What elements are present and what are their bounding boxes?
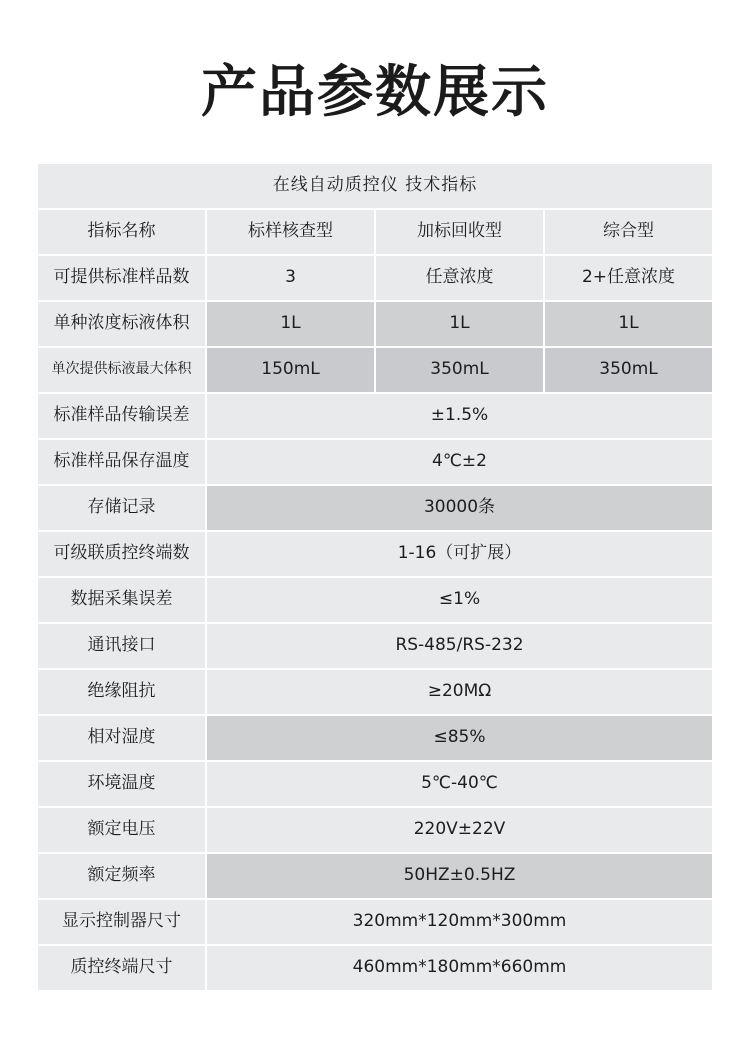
- row-header: [38, 716, 205, 760]
- row-value: [207, 256, 374, 300]
- row-header-text: 相对湿度: [87, 727, 156, 748]
- row-header-text: 标准样品传输误差: [53, 405, 190, 426]
- row-value-text: 4℃±2: [432, 451, 487, 472]
- row-header-text: 存储记录: [87, 497, 156, 518]
- row-header-text: 通讯接口: [87, 635, 156, 656]
- row-header: [38, 532, 205, 576]
- table-row: [38, 900, 712, 944]
- row-value: [207, 348, 374, 392]
- colhead-indicator-name-text: 指标名称: [87, 221, 156, 242]
- table-row: [38, 808, 712, 852]
- row-header: [38, 440, 205, 484]
- row-header-text: 数据采集误差: [70, 589, 173, 610]
- colhead-comprehensive-type: [545, 210, 712, 254]
- row-header-text: 额定频率: [87, 865, 156, 886]
- row-value: [207, 302, 374, 346]
- page-title: 产品参数展示: [201, 60, 549, 125]
- row-value-merged: [207, 624, 712, 668]
- row-value-merged: [207, 394, 712, 438]
- row-header-text: 质控终端尺寸: [70, 957, 173, 978]
- row-value-merged: [207, 854, 712, 898]
- row-value-text: 1L: [280, 313, 301, 334]
- row-value-text: 460mm*180mm*660mm: [352, 957, 567, 978]
- table-row: [38, 578, 712, 622]
- row-header-text: 标准样品保存温度: [53, 451, 190, 472]
- row-value-text: 320mm*120mm*300mm: [352, 911, 567, 932]
- bottom-spacer: [0, 1026, 750, 1048]
- row-value-merged: [207, 716, 712, 760]
- table-column-header-row: [38, 210, 712, 254]
- table-row: [38, 716, 712, 760]
- row-value-text: 1L: [449, 313, 470, 334]
- row-value-text: ±1.5%: [430, 405, 489, 426]
- row-value-text: ≤85%: [433, 727, 486, 748]
- row-value-text: 150mL: [261, 359, 320, 380]
- row-value-merged: [207, 532, 712, 576]
- table-row: [38, 946, 712, 990]
- row-value-text: ≤1%: [438, 589, 481, 610]
- colhead-spike-recovery-type: [376, 210, 543, 254]
- row-header: [38, 762, 205, 806]
- row-header-text: 单次提供标液最大体积: [51, 361, 192, 378]
- colhead-standard-check-type-text: 标样核查型: [248, 221, 333, 242]
- table-row: [38, 486, 712, 530]
- row-header: [38, 946, 205, 990]
- row-value-text: 50HZ±0.5HZ: [403, 865, 516, 886]
- row-value-merged: [207, 900, 712, 944]
- row-value-merged: [207, 808, 712, 852]
- row-header-text: 可提供标准样品数: [53, 267, 190, 288]
- row-value: [376, 256, 543, 300]
- table-row: [38, 624, 712, 668]
- row-value-text: 任意浓度: [425, 267, 494, 288]
- row-value-text: 30000条: [423, 497, 496, 518]
- row-header: [38, 348, 205, 392]
- row-value: [376, 302, 543, 346]
- row-header: [38, 854, 205, 898]
- row-value-merged: [207, 762, 712, 806]
- row-header: [38, 486, 205, 530]
- colhead-spike-recovery-type-text: 加标回收型: [417, 221, 502, 242]
- row-header-text: 额定电压: [87, 819, 156, 840]
- row-value: [545, 256, 712, 300]
- row-header: [38, 302, 205, 346]
- row-value-merged: [207, 486, 712, 530]
- row-value-text: 1-16（可扩展）: [397, 543, 522, 564]
- row-value-text: ≥20MΩ: [427, 681, 492, 702]
- row-header-text: 环境温度: [87, 773, 156, 794]
- table-row: [38, 532, 712, 576]
- table-row: [38, 854, 712, 898]
- row-value-merged: [207, 440, 712, 484]
- row-value-text: 350mL: [430, 359, 489, 380]
- row-header-text: 单种浓度标液体积: [53, 313, 190, 334]
- row-value-text: 3: [285, 267, 296, 288]
- row-value: [545, 302, 712, 346]
- colhead-comprehensive-type-text: 综合型: [603, 221, 654, 242]
- table-title-text: 在线自动质控仪 技术指标: [272, 175, 478, 196]
- spec-table: [36, 162, 714, 992]
- row-value-merged: [207, 670, 712, 714]
- row-value-text: 2+任意浓度: [581, 267, 676, 288]
- row-header: [38, 256, 205, 300]
- table-row: [38, 302, 712, 346]
- row-header: [38, 578, 205, 622]
- table-row: [38, 670, 712, 714]
- row-value-text: 5℃-40℃: [421, 773, 498, 794]
- row-header-text: 绝缘阻抗: [87, 681, 156, 702]
- table-row: [38, 256, 712, 300]
- colhead-standard-check-type: [207, 210, 374, 254]
- row-value: [376, 348, 543, 392]
- table-row: [38, 440, 712, 484]
- row-value: [545, 348, 712, 392]
- row-header: [38, 670, 205, 714]
- spec-table-wrapper: [36, 162, 714, 992]
- row-header: [38, 900, 205, 944]
- row-header: [38, 394, 205, 438]
- spec-table-body: [38, 164, 712, 990]
- row-value-text: RS-485/RS-232: [395, 635, 524, 656]
- table-row: [38, 348, 712, 392]
- table-header-row: [38, 164, 712, 208]
- row-header: [38, 808, 205, 852]
- row-value-text: 1L: [618, 313, 639, 334]
- row-value-text: 350mL: [599, 359, 658, 380]
- row-header: [38, 624, 205, 668]
- table-row: [38, 394, 712, 438]
- row-header-text: 显示控制器尺寸: [62, 911, 181, 932]
- table-title-cell: [38, 164, 712, 208]
- colhead-indicator-name: [38, 210, 205, 254]
- row-value-text: 220V±22V: [413, 819, 506, 840]
- row-header-text: 可级联质控终端数: [53, 543, 190, 564]
- table-row: [38, 762, 712, 806]
- row-value-merged: [207, 946, 712, 990]
- row-value-merged: [207, 578, 712, 622]
